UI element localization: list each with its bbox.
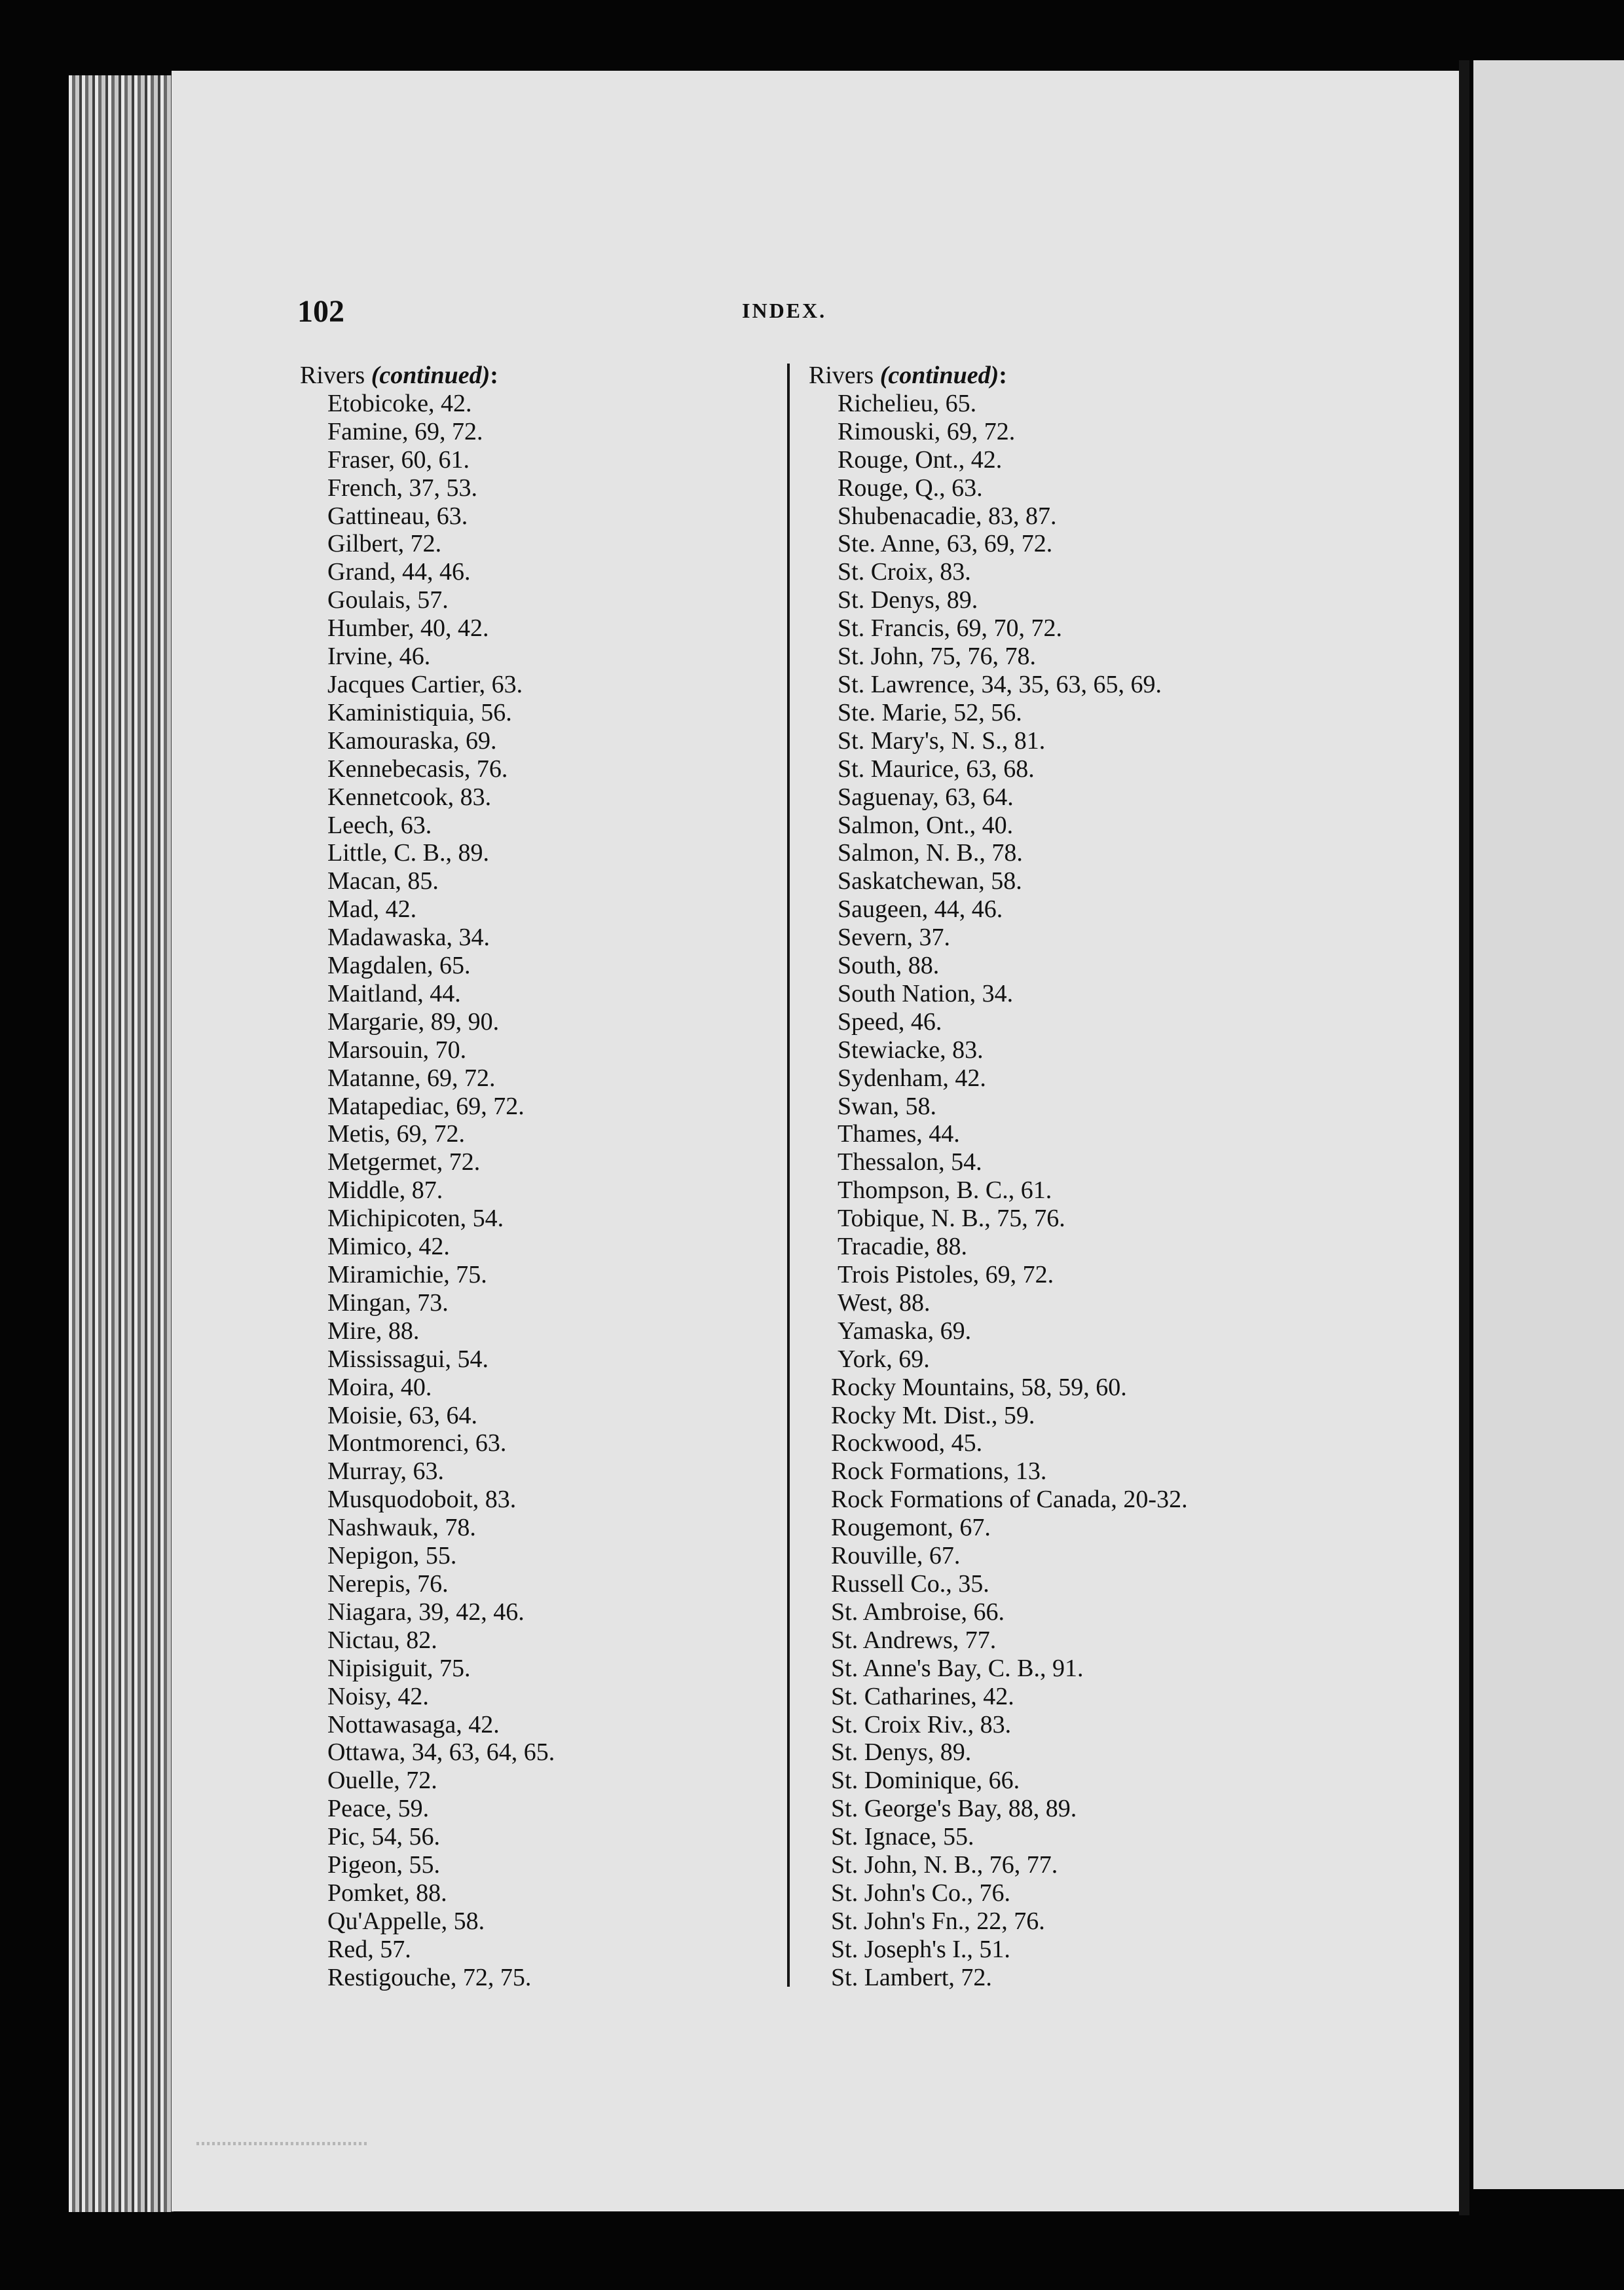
river-index-entry: Irvine, 46.: [327, 643, 431, 671]
river-index-entry: St. Francis, 69, 70, 72.: [838, 614, 1063, 643]
running-head: INDEX.: [742, 299, 827, 322]
river-index-entry: St. Maurice, 63, 68.: [838, 755, 1035, 783]
index-entry: Rockwood, 45.: [831, 1429, 983, 1457]
river-index-entry: Gilbert, 72.: [327, 530, 442, 558]
heading-colon: :: [490, 362, 498, 389]
river-index-entry: Sydenham, 42.: [838, 1064, 986, 1092]
river-index-entry: Severn, 37.: [838, 924, 951, 952]
river-index-entry: French, 37, 53.: [327, 474, 478, 502]
index-column-right: [809, 362, 1188, 1992]
river-index-entry: Restigouche, 72, 75.: [327, 1963, 532, 1991]
river-index-entry: Madawaska, 34.: [327, 924, 490, 952]
river-index-entry: Stewiacke, 83.: [838, 1036, 984, 1064]
river-index-entry: Metis, 69, 72.: [327, 1120, 466, 1148]
river-index-entry: Musquodoboit, 83.: [327, 1486, 517, 1514]
river-index-entry: Miramichie, 75.: [327, 1261, 487, 1288]
page-number: 102: [297, 294, 344, 329]
river-index-entry: Ste. Marie, 52, 56.: [838, 698, 1022, 726]
continued-label: (continued): [879, 362, 999, 389]
river-index-entry: Peace, 59.: [327, 1795, 430, 1823]
river-index-entry: St. Mary's, N. S., 81.: [838, 726, 1046, 755]
river-entry-list: [809, 390, 1188, 1374]
river-index-entry: Leech, 63.: [327, 811, 432, 839]
river-index-entry: Red, 57.: [327, 1935, 411, 1963]
river-index-entry: Richelieu, 65.: [838, 389, 977, 417]
river-index-entry: Rouge, Ont., 42.: [838, 445, 1003, 474]
river-index-entry: Margarie, 89, 90.: [327, 1007, 500, 1036]
index-entry: St. Croix Riv., 83.: [831, 1710, 1012, 1738]
river-index-entry: Nashwauk, 78.: [327, 1514, 476, 1542]
river-index-entry: Saguenay, 63, 64.: [838, 783, 1014, 811]
river-index-entry: Ouelle, 72.: [327, 1767, 437, 1795]
river-index-entry: Pomket, 88.: [327, 1879, 447, 1907]
index-column-left: [300, 362, 555, 1992]
index-entry: St. John's Fn., 22, 76.: [831, 1907, 1045, 1935]
river-index-entry: Noisy, 42.: [327, 1682, 429, 1710]
river-index-entry: Jacques Cartier, 63.: [327, 670, 523, 698]
river-index-entry: Niagara, 39, 42, 46.: [327, 1598, 525, 1626]
river-index-entry: Etobicoke, 42.: [327, 389, 472, 417]
river-index-entry: Shubenacadie, 83, 87.: [838, 502, 1057, 530]
river-index-entry: Middle, 87.: [327, 1176, 443, 1205]
continued-label: (continued): [371, 362, 490, 389]
river-index-entry: St. Lawrence, 34, 35, 63, 65, 69.: [838, 670, 1162, 698]
index-entry: Russell Co., 35.: [831, 1569, 989, 1598]
river-index-entry: Moisie, 63, 64.: [327, 1401, 478, 1429]
page-gutter: [1459, 60, 1469, 2215]
section-heading: [300, 362, 555, 390]
index-entry: Rock Formations of Canada, 20-32.: [831, 1486, 1188, 1514]
river-index-entry: Michipicoten, 54.: [327, 1205, 504, 1233]
river-index-entry: Marsouin, 70.: [327, 1036, 467, 1064]
river-index-entry: Nipisiguit, 75.: [327, 1654, 471, 1682]
river-index-entry: Tracadie, 88.: [838, 1233, 968, 1261]
heading-colon: :: [999, 362, 1007, 389]
river-index-entry: Kamouraska, 69.: [327, 726, 497, 755]
river-index-entry: Swan, 58.: [838, 1092, 936, 1120]
river-index-entry: St. John, 75, 76, 78.: [838, 643, 1036, 671]
index-entry: St. Denys, 89.: [831, 1738, 972, 1767]
river-index-entry: Grand, 44, 46.: [327, 558, 471, 586]
river-index-entry: Salmon, Ont., 40.: [838, 811, 1014, 839]
river-index-entry: Little, C. B., 89.: [327, 839, 489, 867]
river-index-entry: West, 88.: [838, 1288, 931, 1317]
river-index-entry: Kennebecasis, 76.: [327, 755, 508, 783]
river-index-entry: Saskatchewan, 58.: [838, 867, 1022, 895]
index-entry: Rocky Mountains, 58, 59, 60.: [831, 1373, 1127, 1401]
river-index-entry: Humber, 40, 42.: [327, 614, 489, 643]
index-entry: St. Andrews, 77.: [831, 1626, 997, 1654]
index-entry: Rougemont, 67.: [831, 1514, 991, 1542]
river-index-entry: Ste. Anne, 63, 69, 72.: [838, 530, 1053, 558]
index-entry: St. George's Bay, 88, 89.: [831, 1795, 1077, 1823]
index-entry: St. John's Co., 76.: [831, 1879, 1010, 1907]
index-entry: Rocky Mt. Dist., 59.: [831, 1401, 1035, 1429]
scan-artifact: [196, 2142, 367, 2145]
river-index-entry: Goulais, 57.: [327, 586, 449, 614]
river-index-entry: Yamaska, 69.: [838, 1317, 972, 1345]
index-entry: St. Ambroise, 66.: [831, 1598, 1005, 1626]
river-index-entry: Metgermet, 72.: [327, 1148, 481, 1176]
river-index-entry: South, 88.: [838, 952, 940, 980]
river-index-entry: Mire, 88.: [327, 1317, 420, 1345]
river-index-entry: Nerepis, 76.: [327, 1569, 449, 1598]
index-entry: St. Lambert, 72.: [831, 1963, 992, 1991]
river-index-entry: Rouge, Q., 63.: [838, 474, 983, 502]
river-index-entry: Maitland, 44.: [327, 979, 461, 1007]
index-entry: St. Ignace, 55.: [831, 1823, 974, 1851]
river-index-entry: Thames, 44.: [838, 1120, 960, 1148]
river-index-entry: Thompson, B. C., 61.: [838, 1176, 1052, 1205]
river-index-entry: Mad, 42.: [327, 895, 417, 924]
river-index-entry: Mingan, 73.: [327, 1288, 449, 1317]
river-index-entry: St. Denys, 89.: [838, 586, 978, 614]
section-heading: [809, 362, 1188, 390]
river-index-entry: South Nation, 34.: [838, 979, 1014, 1007]
index-entry-list: [809, 1374, 1188, 1992]
river-index-entry: Murray, 63.: [327, 1457, 444, 1486]
river-index-entry: Ottawa, 34, 63, 64, 65.: [327, 1738, 555, 1767]
river-entry-list: [300, 390, 555, 1992]
river-index-entry: Macan, 85.: [327, 867, 439, 895]
heading-label: Rivers: [809, 362, 874, 389]
river-index-entry: Matapediac, 69, 72.: [327, 1092, 525, 1120]
river-index-entry: Pic, 54, 56.: [327, 1823, 441, 1851]
index-entry: St. Joseph's I., 51.: [831, 1935, 1010, 1963]
column-divider: [787, 364, 790, 1987]
river-index-entry: Fraser, 60, 61.: [327, 445, 470, 474]
river-index-entry: Magdalen, 65.: [327, 952, 471, 980]
index-entry: St. John, N. B., 76, 77.: [831, 1851, 1058, 1879]
river-index-entry: St. Croix, 83.: [838, 558, 971, 586]
index-entry: St. Anne's Bay, C. B., 91.: [831, 1654, 1084, 1682]
river-index-entry: Kaministiquia, 56.: [327, 698, 512, 726]
river-index-entry: Moira, 40.: [327, 1373, 432, 1401]
river-index-entry: Mississagui, 54.: [327, 1345, 489, 1373]
river-index-entry: York, 69.: [838, 1345, 930, 1373]
facing-page: [1473, 60, 1624, 2189]
index-entry: St. Catharines, 42.: [831, 1682, 1014, 1710]
heading-label: Rivers: [300, 362, 365, 389]
river-index-entry: Nictau, 82.: [327, 1626, 437, 1654]
book-page-edges: [69, 75, 174, 2212]
river-index-entry: Salmon, N. B., 78.: [838, 839, 1023, 867]
river-index-entry: Gattineau, 63.: [327, 502, 468, 530]
river-index-entry: Speed, 46.: [838, 1007, 942, 1036]
index-entry: St. Dominique, 66.: [831, 1767, 1020, 1795]
river-index-entry: Qu'Appelle, 58.: [327, 1907, 485, 1935]
river-index-entry: Nepigon, 55.: [327, 1542, 457, 1570]
river-index-entry: Saugeen, 44, 46.: [838, 895, 1003, 924]
river-index-entry: Nottawasaga, 42.: [327, 1710, 500, 1738]
river-index-entry: Thessalon, 54.: [838, 1148, 982, 1176]
index-entry: Rock Formations, 13.: [831, 1457, 1047, 1486]
river-index-entry: Rimouski, 69, 72.: [838, 417, 1016, 445]
river-index-entry: Kennetcook, 83.: [327, 783, 492, 811]
river-index-entry: Famine, 69, 72.: [327, 417, 483, 445]
index-entry: Rouville, 67.: [831, 1542, 961, 1570]
river-index-entry: Mimico, 42.: [327, 1233, 450, 1261]
river-index-entry: Tobique, N. B., 75, 76.: [838, 1205, 1065, 1233]
river-index-entry: Montmorenci, 63.: [327, 1429, 507, 1457]
river-index-entry: Matanne, 69, 72.: [327, 1064, 496, 1092]
river-index-entry: Pigeon, 55.: [327, 1851, 441, 1879]
river-index-entry: Trois Pistoles, 69, 72.: [838, 1261, 1054, 1288]
